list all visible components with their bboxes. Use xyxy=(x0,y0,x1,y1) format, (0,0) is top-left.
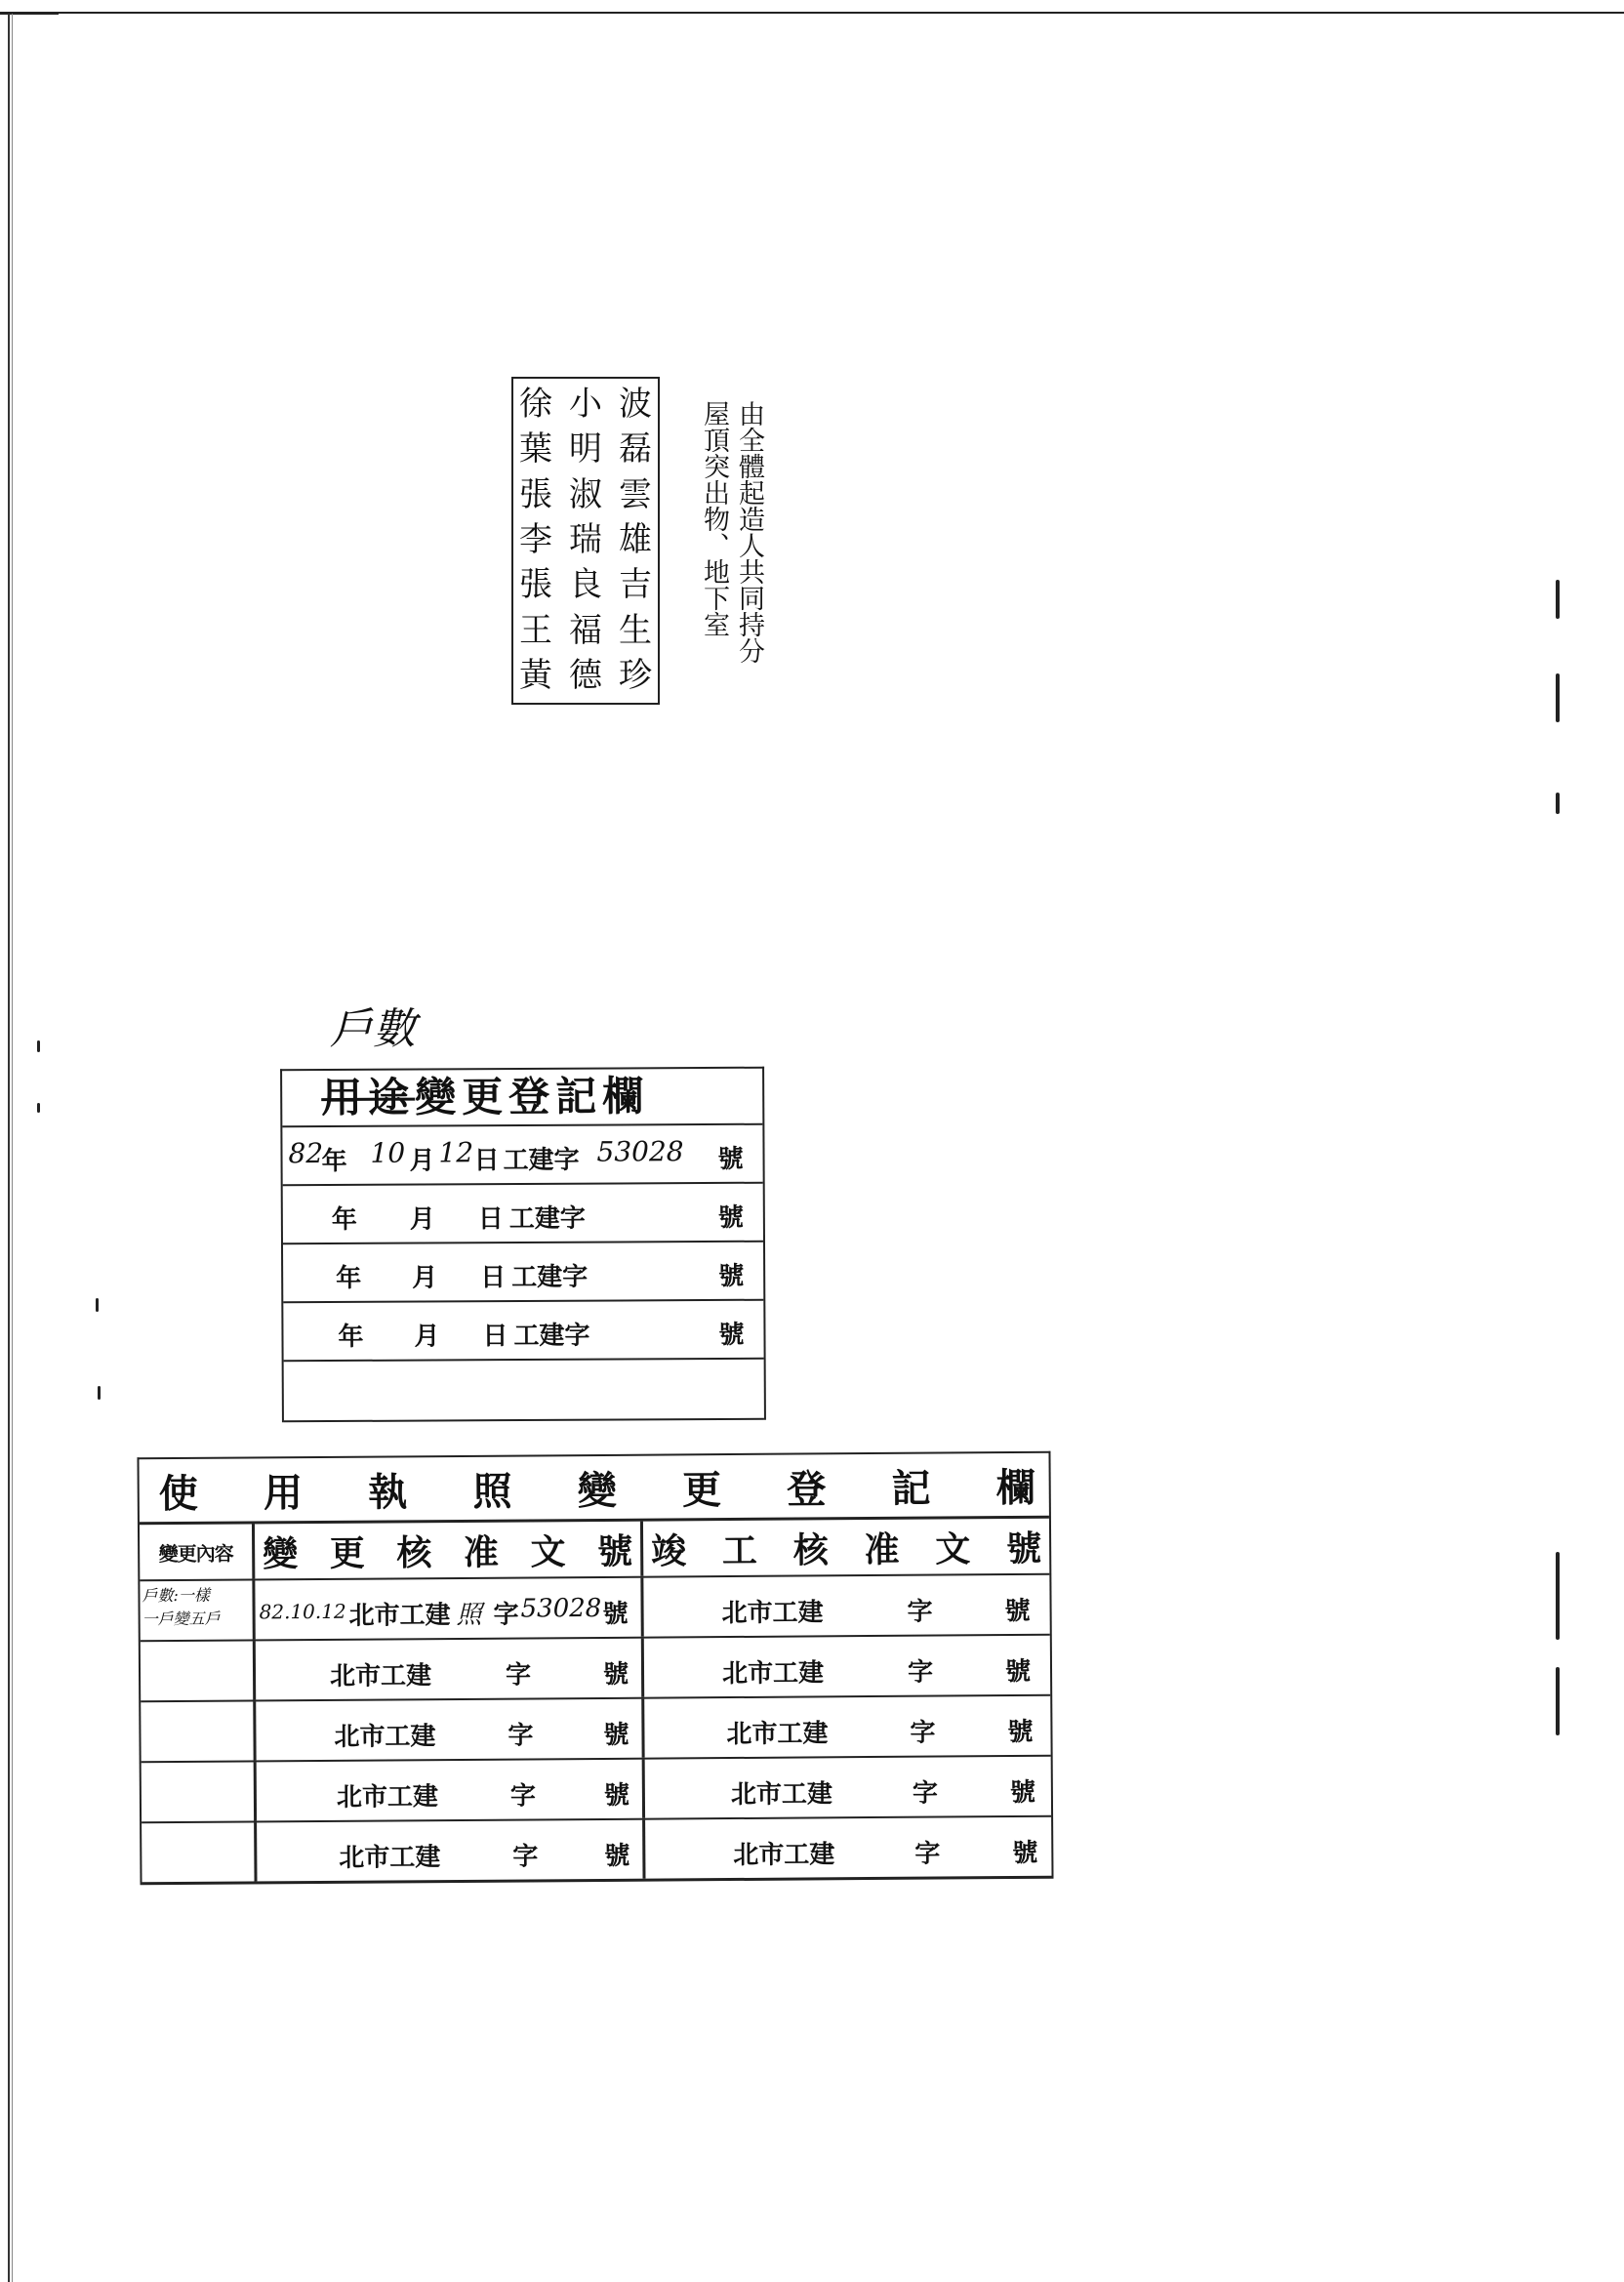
table-row xyxy=(140,1575,1049,1643)
approval-suffix: 號 xyxy=(603,1780,630,1811)
row-year-label: 年 xyxy=(331,1204,357,1236)
scan-mark xyxy=(96,1298,99,1312)
scan-mark xyxy=(1556,793,1560,814)
row-number: 53028 xyxy=(596,1135,684,1168)
row-suffix: 號 xyxy=(718,1320,745,1350)
name-char: 淑 xyxy=(569,474,602,514)
usage-change-title xyxy=(282,1069,762,1128)
ownership-note-line-2: 屋頂突出物、地下室 xyxy=(699,400,729,637)
approval-date: 82.10.12 xyxy=(259,1599,346,1624)
license-change-register xyxy=(137,1451,1053,1886)
completion-zi: 字 xyxy=(910,1718,936,1748)
license-change-title xyxy=(139,1453,1048,1526)
completion-prefix: 北市工建 xyxy=(733,1840,835,1871)
approval-prefix: 北市工建 xyxy=(339,1843,441,1873)
completion-suffix: 號 xyxy=(1004,1596,1031,1627)
content-line-1: 戶數:一樣 xyxy=(142,1585,210,1606)
name-char: 葉 xyxy=(519,429,552,469)
title-char: 變 xyxy=(577,1467,617,1514)
table-row xyxy=(141,1636,1050,1703)
usage-change-register xyxy=(280,1067,766,1423)
approval-zi: 字 xyxy=(493,1600,519,1630)
scan-edge-left-inner xyxy=(12,14,13,2282)
approval-prefix: 北市工建 xyxy=(334,1722,436,1752)
row-office: 工建字 xyxy=(503,1145,580,1176)
table-row xyxy=(282,1125,762,1187)
name-char: 瑞 xyxy=(569,519,602,559)
completion-suffix: 號 xyxy=(1012,1838,1038,1869)
approval-zi: 字 xyxy=(505,1660,532,1691)
names-column-2 xyxy=(569,383,602,699)
header-char: 工 xyxy=(721,1529,758,1571)
name-char: 雄 xyxy=(619,519,652,559)
table-row xyxy=(283,1184,763,1245)
name-char: 吉 xyxy=(619,565,652,605)
names-column-1 xyxy=(619,383,652,699)
name-char: 德 xyxy=(569,655,602,695)
names-column-3 xyxy=(519,383,552,699)
approval-suffix: 號 xyxy=(602,1599,629,1629)
table-header xyxy=(140,1519,1049,1582)
scan-edge-left xyxy=(8,14,10,2282)
completion-zi: 字 xyxy=(914,1839,941,1869)
approval-zi: 字 xyxy=(509,1781,537,1812)
row-year-label: 年 xyxy=(338,1322,364,1352)
completion-prefix: 北市工建 xyxy=(721,1658,825,1690)
approval-suffix: 號 xyxy=(603,1720,629,1750)
cell-completion-approval xyxy=(643,1575,1049,1637)
completion-zi: 字 xyxy=(912,1778,939,1809)
header-char: 號 xyxy=(596,1530,633,1572)
header-change-approval xyxy=(255,1522,643,1579)
approval-prefix: 北市工建 xyxy=(348,1601,451,1631)
name-char: 雲 xyxy=(619,474,652,514)
header-char: 核 xyxy=(792,1528,829,1571)
name-char: 磊 xyxy=(619,429,652,469)
completion-zi: 字 xyxy=(907,1657,934,1688)
table-row-empty xyxy=(284,1360,764,1423)
cell-change-content xyxy=(140,1580,255,1640)
row-suffix: 號 xyxy=(717,1202,744,1233)
scan-mark xyxy=(37,1103,40,1113)
completion-suffix: 號 xyxy=(1007,1717,1034,1748)
header-char: 號 xyxy=(1005,1528,1042,1569)
row-month-label: 月 xyxy=(414,1322,440,1352)
table-row xyxy=(142,1817,1051,1886)
row-month: 10 xyxy=(370,1136,406,1169)
header-char: 准 xyxy=(463,1531,500,1573)
row-day-label: 日 xyxy=(482,1322,508,1352)
cell-change-content xyxy=(141,1701,256,1761)
scan-mark xyxy=(37,1040,40,1052)
cell-completion-approval xyxy=(645,1757,1051,1818)
table-row xyxy=(141,1696,1050,1764)
scan-mark xyxy=(1556,1552,1560,1640)
cell-change-content xyxy=(142,1822,257,1882)
row-office: 工建字 xyxy=(511,1262,589,1293)
row-month-label: 月 xyxy=(409,1204,435,1235)
title-char: 更 xyxy=(681,1466,722,1513)
row-suffix: 號 xyxy=(718,1261,745,1291)
row-year: 82 xyxy=(288,1137,324,1170)
name-char: 明 xyxy=(569,429,602,469)
name-char: 珍 xyxy=(619,655,652,695)
row-year-label: 年 xyxy=(321,1146,347,1177)
cell-completion-approval xyxy=(645,1817,1051,1879)
scan-edge-top xyxy=(0,12,1624,14)
cell-change-approval xyxy=(255,1578,643,1640)
name-char: 生 xyxy=(619,610,652,650)
row-year-label: 年 xyxy=(336,1263,362,1294)
approval-suffix: 號 xyxy=(602,1659,629,1690)
completion-prefix: 北市工建 xyxy=(721,1598,824,1629)
content-line-2: 一戶變五戶 xyxy=(142,1609,221,1629)
cell-change-content xyxy=(142,1762,257,1821)
title-char: 登 xyxy=(787,1465,827,1513)
handwritten-annotation: 戶數 xyxy=(330,1004,416,1054)
completion-prefix: 北市工建 xyxy=(726,1719,829,1750)
row-suffix: 號 xyxy=(717,1144,744,1174)
scan-mark xyxy=(1556,673,1560,722)
title-char: 用 xyxy=(263,1469,304,1516)
title-char: 欄 xyxy=(995,1464,1035,1511)
name-char: 徐 xyxy=(519,385,552,424)
scan-mark xyxy=(1556,1667,1560,1735)
header-char: 核 xyxy=(396,1531,432,1573)
completion-prefix: 北市工建 xyxy=(730,1779,833,1811)
row-office: 工建字 xyxy=(508,1203,586,1235)
name-char: 李 xyxy=(519,519,552,559)
approval-zi: 字 xyxy=(512,1842,539,1872)
table-row xyxy=(142,1757,1051,1824)
title-char: 執 xyxy=(368,1468,408,1516)
row-day-label: 日 xyxy=(477,1204,504,1235)
header-char: 變 xyxy=(263,1532,299,1574)
cell-change-approval xyxy=(257,1820,645,1882)
approval-number: 53028 xyxy=(520,1593,602,1624)
title-char: 照 xyxy=(472,1468,512,1515)
approval-handwritten: 照 xyxy=(456,1600,482,1630)
header-char: 更 xyxy=(329,1532,365,1574)
name-char: 王 xyxy=(519,610,552,650)
row-office: 工建字 xyxy=(513,1321,590,1352)
approval-suffix: 號 xyxy=(604,1841,630,1871)
name-char: 黃 xyxy=(519,655,552,695)
owner-names-grid xyxy=(511,377,660,705)
completion-suffix: 號 xyxy=(1009,1777,1036,1809)
table-row xyxy=(283,1301,763,1363)
completion-zi: 字 xyxy=(907,1597,933,1627)
cell-change-approval xyxy=(256,1639,644,1700)
row-month-label: 月 xyxy=(409,1146,435,1176)
row-month-label: 月 xyxy=(412,1263,438,1293)
cell-completion-approval xyxy=(644,1636,1050,1697)
row-day-label: 日 xyxy=(480,1263,507,1293)
approval-zi: 字 xyxy=(508,1721,534,1751)
name-char: 良 xyxy=(569,565,602,605)
cell-change-content xyxy=(141,1641,256,1700)
row-day-label: 日 xyxy=(473,1146,500,1176)
ownership-note-line-1: 由全體起造人共同持分 xyxy=(734,400,764,664)
scan-mark xyxy=(98,1386,101,1400)
completion-suffix: 號 xyxy=(1004,1656,1032,1688)
title-char: 記 xyxy=(891,1465,931,1512)
cell-change-approval xyxy=(257,1760,645,1821)
title-char: 使 xyxy=(158,1470,198,1517)
name-char: 福 xyxy=(569,610,602,650)
name-char: 波 xyxy=(619,385,652,424)
name-char: 張 xyxy=(519,474,552,514)
header-char: 文 xyxy=(935,1528,971,1570)
row-day: 12 xyxy=(438,1136,474,1169)
header-char: 准 xyxy=(864,1528,900,1570)
scan-mark xyxy=(1556,580,1560,619)
cell-completion-approval xyxy=(644,1696,1050,1758)
table-row xyxy=(283,1243,763,1304)
header-completion-approval xyxy=(643,1519,1049,1576)
approval-prefix: 北市工建 xyxy=(329,1661,432,1691)
name-char: 小 xyxy=(569,385,602,424)
header-change-content: 變更內容 xyxy=(140,1524,255,1579)
header-char: 文 xyxy=(530,1530,566,1572)
name-char: 張 xyxy=(519,565,552,605)
header-char: 竣 xyxy=(651,1529,687,1572)
cell-change-approval xyxy=(256,1699,644,1761)
struck-title-text: 用途 xyxy=(321,1073,416,1122)
approval-prefix: 北市工建 xyxy=(336,1782,439,1813)
title-text: 變更登記欄 xyxy=(415,1072,650,1121)
